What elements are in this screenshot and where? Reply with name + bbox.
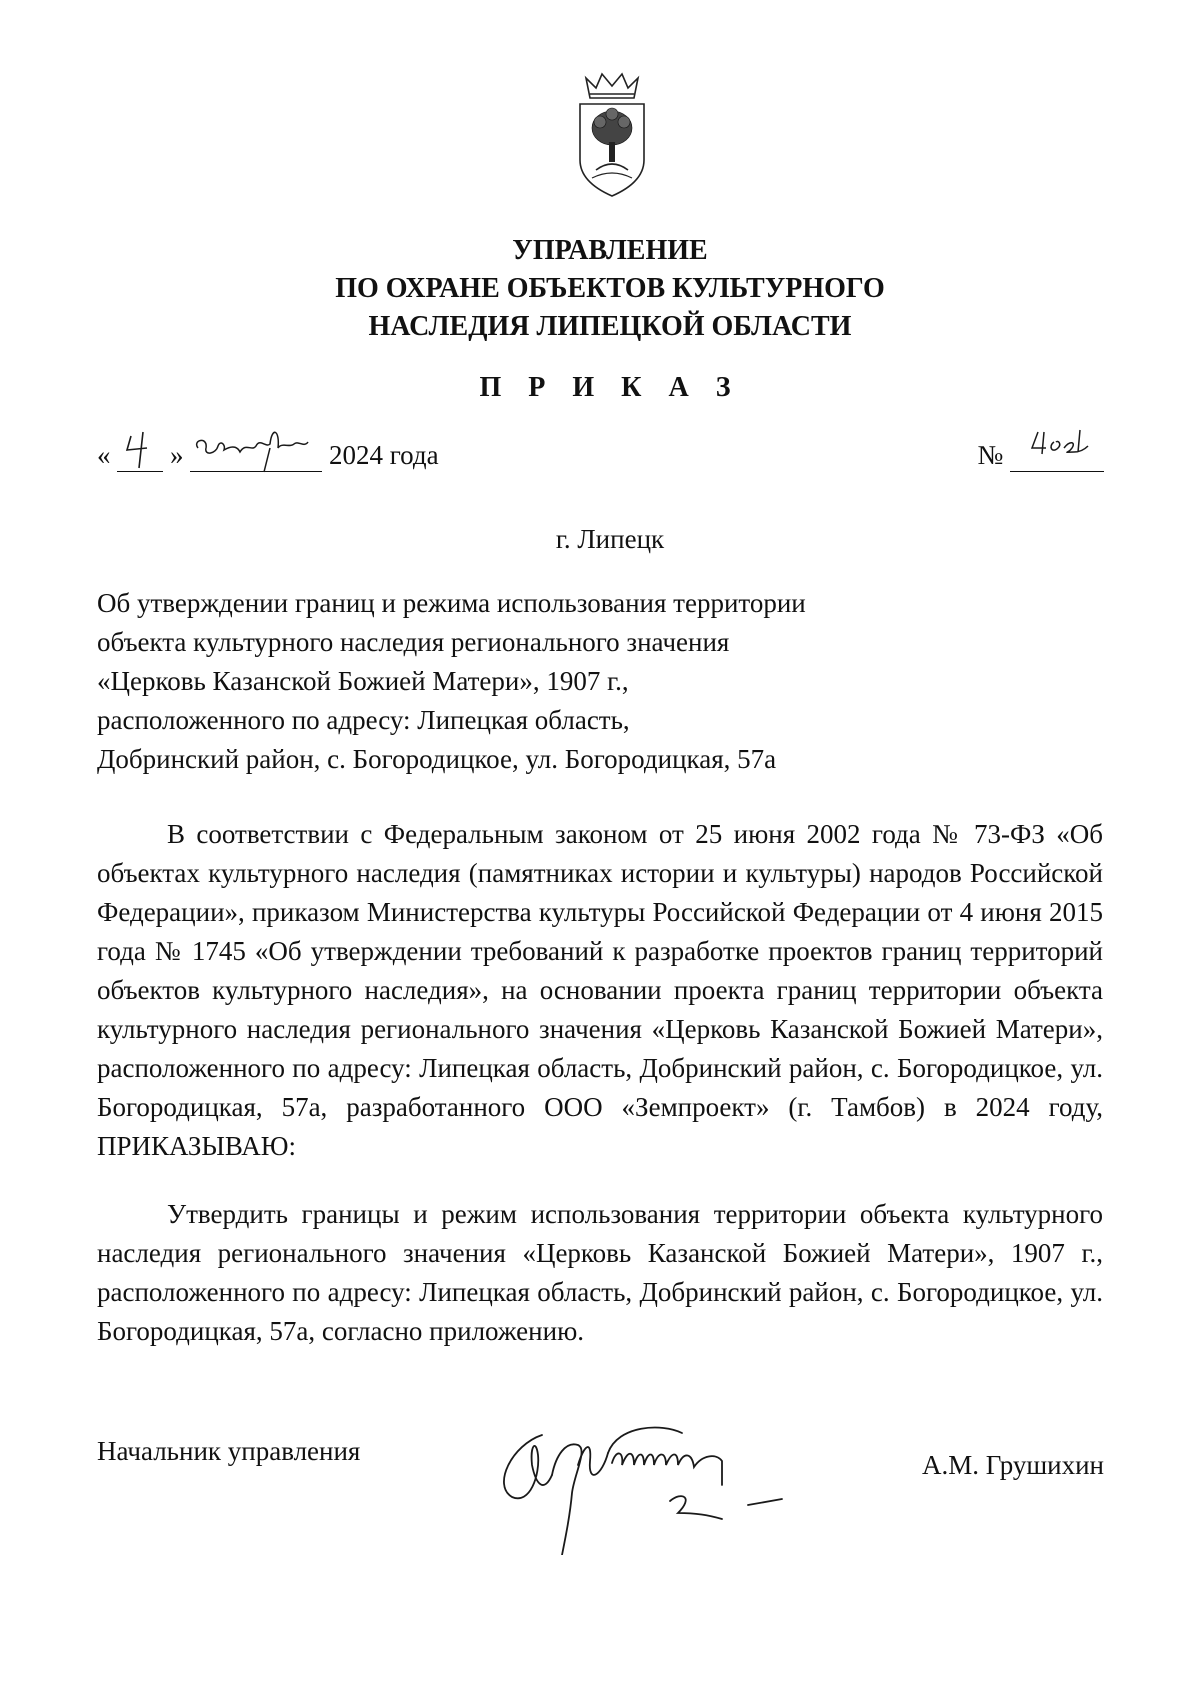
document-type-title: П Р И К А З [479,372,741,403]
order-number [977,440,1104,472]
date-close-quote: » [170,440,184,470]
order-date [97,440,439,472]
org-line-3: НАСЛЕДИЯ ЛИПЕЦКОЙ ОБЛАСТИ [368,311,852,342]
number-label: № [977,440,1004,470]
subject-line: объекта культурного наследия регионального значения [97,627,730,657]
signatory-position: Начальник управления [97,1436,361,1466]
handwritten-month-glyph [190,418,322,478]
date-year: 2024 года [329,440,439,470]
signatory-name: А.М. Грушихин [922,1450,1104,1480]
order-subject [97,584,917,779]
handwritten-day-glyph [117,418,163,478]
date-month-handwritten [190,440,322,472]
city: г. Липецк [555,524,665,554]
operative-paragraph: Утвердить границы и режим использования территории объекта культурного наследия регионального значения «Церковь Казанской Божией Матери», 1907 г., расположенного по адресу: Липецкая область, Добринский район, с. Богородицкое, ул. Богородицкая, 57а, согласно приложению. [97,1199,1103,1346]
subject-line: Добринский район, с. Богородицкое, ул. Богородицкая, 57а [97,744,777,774]
org-line-2: ПО ОХРАНЕ ОБЪЕКТОВ КУЛЬТУРНОГО [335,273,885,304]
preamble-paragraph: В соответствии с Федеральным законом от 25 июня 2002 года № 73-ФЗ «Об объектах культурного наследия (памятниках истории и культуры) народов Российской Федерации», приказом Министерства культуры Российской Федерации от 4 июня 2015 года № 1745 «Об утверждении требований к разработке проектов границ территорий объектов культурного наследия», на основании проекта границ территории объекта культурного наследия регионального значения «Церковь Казанской Божией Матери», расположенного по адресу: Липецкая область, Добринский район, с. Богородицкое, ул. Богородицкая, 57а, разработанного ООО «Земпроект» (г. Тамбов) в 2024 году, ПРИКАЗЫВАЮ: [97,819,1103,1161]
date-open-quote: « [97,440,111,470]
number-handwritten [1010,440,1104,472]
date-day-handwritten [117,440,163,472]
coat-of-arms-emblem [572,72,652,200]
subject-line: расположенного по адресу: Липецкая область, [97,705,630,735]
subject-line: Об утверждении границ и режима использования территории [97,588,806,618]
org-line-1: УПРАВЛЕНИЕ [512,235,708,266]
handwritten-number-glyph [1010,418,1104,478]
handwritten-signature [482,1405,822,1555]
organization-name [200,232,1020,346]
subject-line: «Церковь Казанской Божией Матери», 1907 г., [97,666,629,696]
